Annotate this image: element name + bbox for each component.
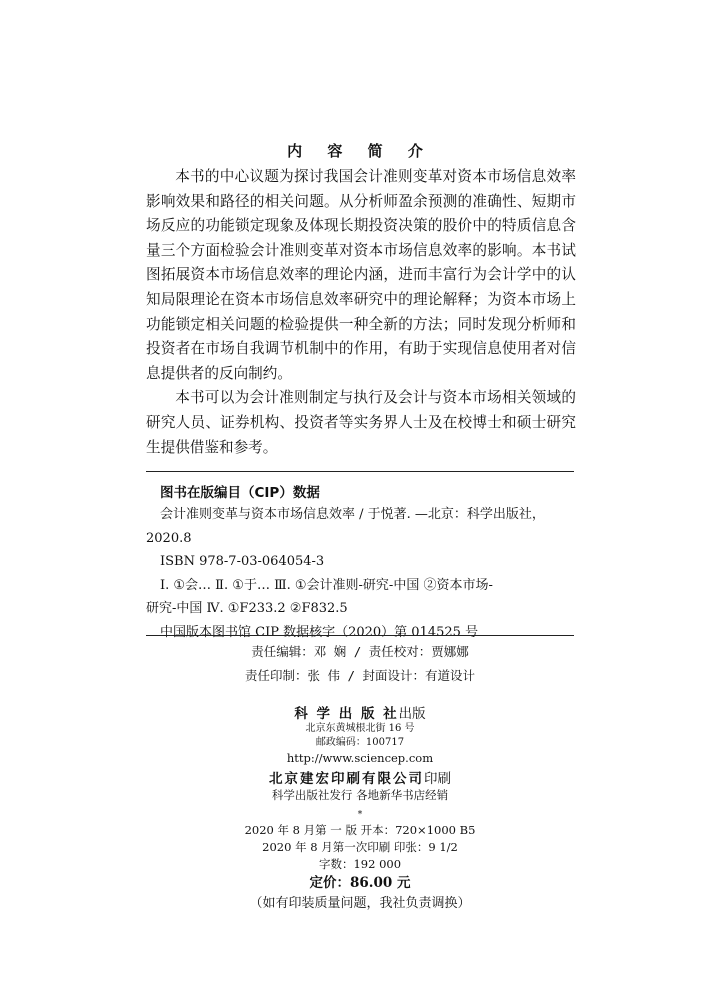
summary-paragraph-1: 本书的中心议题为探讨我国会计准则变革对资本市场信息效率影响效果和路径的相关问题。从分析师盈余预测的准确性、短期市场反应的功能锁定现象及体现长期投资决策的股价中的特质信息含量三个方面检验会计准则变革对资本市场信息效率的影响。本书试图拓展资本市场信息效率的理论内涵，进而丰富行为会计学中的认知局限理论在资本市场信息效率研究中的理论解释；为资本市场上功能锁定相关问题的检验提供一种全新的方法；同时发现分析师和投资者在市场自我调节机制中的作用，有助于实现信息使用者对信息提供者的反向制约。 bbox=[146, 168, 576, 382]
summary-body bbox=[146, 165, 576, 460]
cip-record-number: 中国版本图书馆 CIP 数据核字（2020）第 014525 号 bbox=[160, 624, 479, 640]
cip-block bbox=[146, 503, 576, 645]
cip-class-line-1: Ⅰ. ①会… Ⅱ. ①于… Ⅲ. ①会计准则-研究-中国 ②资本市场- bbox=[160, 577, 493, 593]
cip-entry-line-2: 2020.8 bbox=[146, 530, 192, 546]
distribution-line: 科学出版社发行 各地新华书店经销 bbox=[271, 788, 449, 802]
edition-line-1: 2020 年 8 月第 一 版 开本：720×1000 B5 bbox=[244, 823, 476, 837]
summary-paragraph-2: 本书可以为会计准则制定与执行及会计与资本市场相关领域的研究人员、证券机构、投资者等实务界人士及在校博士和硕士研究生提供借鉴和参考。 bbox=[146, 389, 576, 456]
summary-title: 内 容 简 介 bbox=[287, 142, 433, 160]
word-count: 字数：192 000 bbox=[318, 857, 402, 871]
publisher-name: 科 学 出 版 社 bbox=[294, 706, 399, 722]
publisher-url: http://www.sciencep.com bbox=[286, 751, 434, 765]
cip-heading: 图书在版编目（CIP）数据 bbox=[160, 485, 320, 501]
publisher-suffix: 出版 bbox=[398, 706, 426, 722]
publisher-line bbox=[146, 702, 574, 722]
cip-top-rule bbox=[146, 471, 574, 472]
cip-bottom-rule bbox=[146, 635, 574, 636]
quality-note: （如有印装质量问题，我社负责调换） bbox=[249, 896, 471, 911]
separator-star: * bbox=[357, 810, 363, 820]
cip-isbn: ISBN 978-7-03-064054-3 bbox=[160, 554, 325, 570]
price: 定价：86.00 元 bbox=[309, 875, 411, 891]
publisher-address: 北京东黄城根北街 16 号 bbox=[305, 723, 415, 734]
credits-editors: 责任编辑：邓 娴 / 责任校对：贾娜娜 bbox=[251, 644, 469, 659]
credits-block bbox=[146, 640, 574, 688]
colophon bbox=[146, 702, 574, 915]
printer-line bbox=[146, 767, 574, 787]
printer-name: 北京建宏印刷有限公司 bbox=[269, 771, 424, 787]
cip-class-line-2: 研究-中国 Ⅳ. ①F233.2 ②F832.5 bbox=[146, 601, 348, 617]
publisher-postcode: 邮政编码：100717 bbox=[315, 737, 405, 748]
credits-production: 责任印制：张 伟 / 封面设计：有道设计 bbox=[244, 668, 476, 683]
printer-suffix: 印刷 bbox=[424, 771, 451, 787]
cip-entry-line-1: 会计准则变革与资本市场信息效率 / 于悦著. —北京：科学出版社， bbox=[160, 507, 545, 522]
edition-line-2: 2020 年 8 月第一次印刷 印张：9 1/2 bbox=[262, 840, 458, 854]
